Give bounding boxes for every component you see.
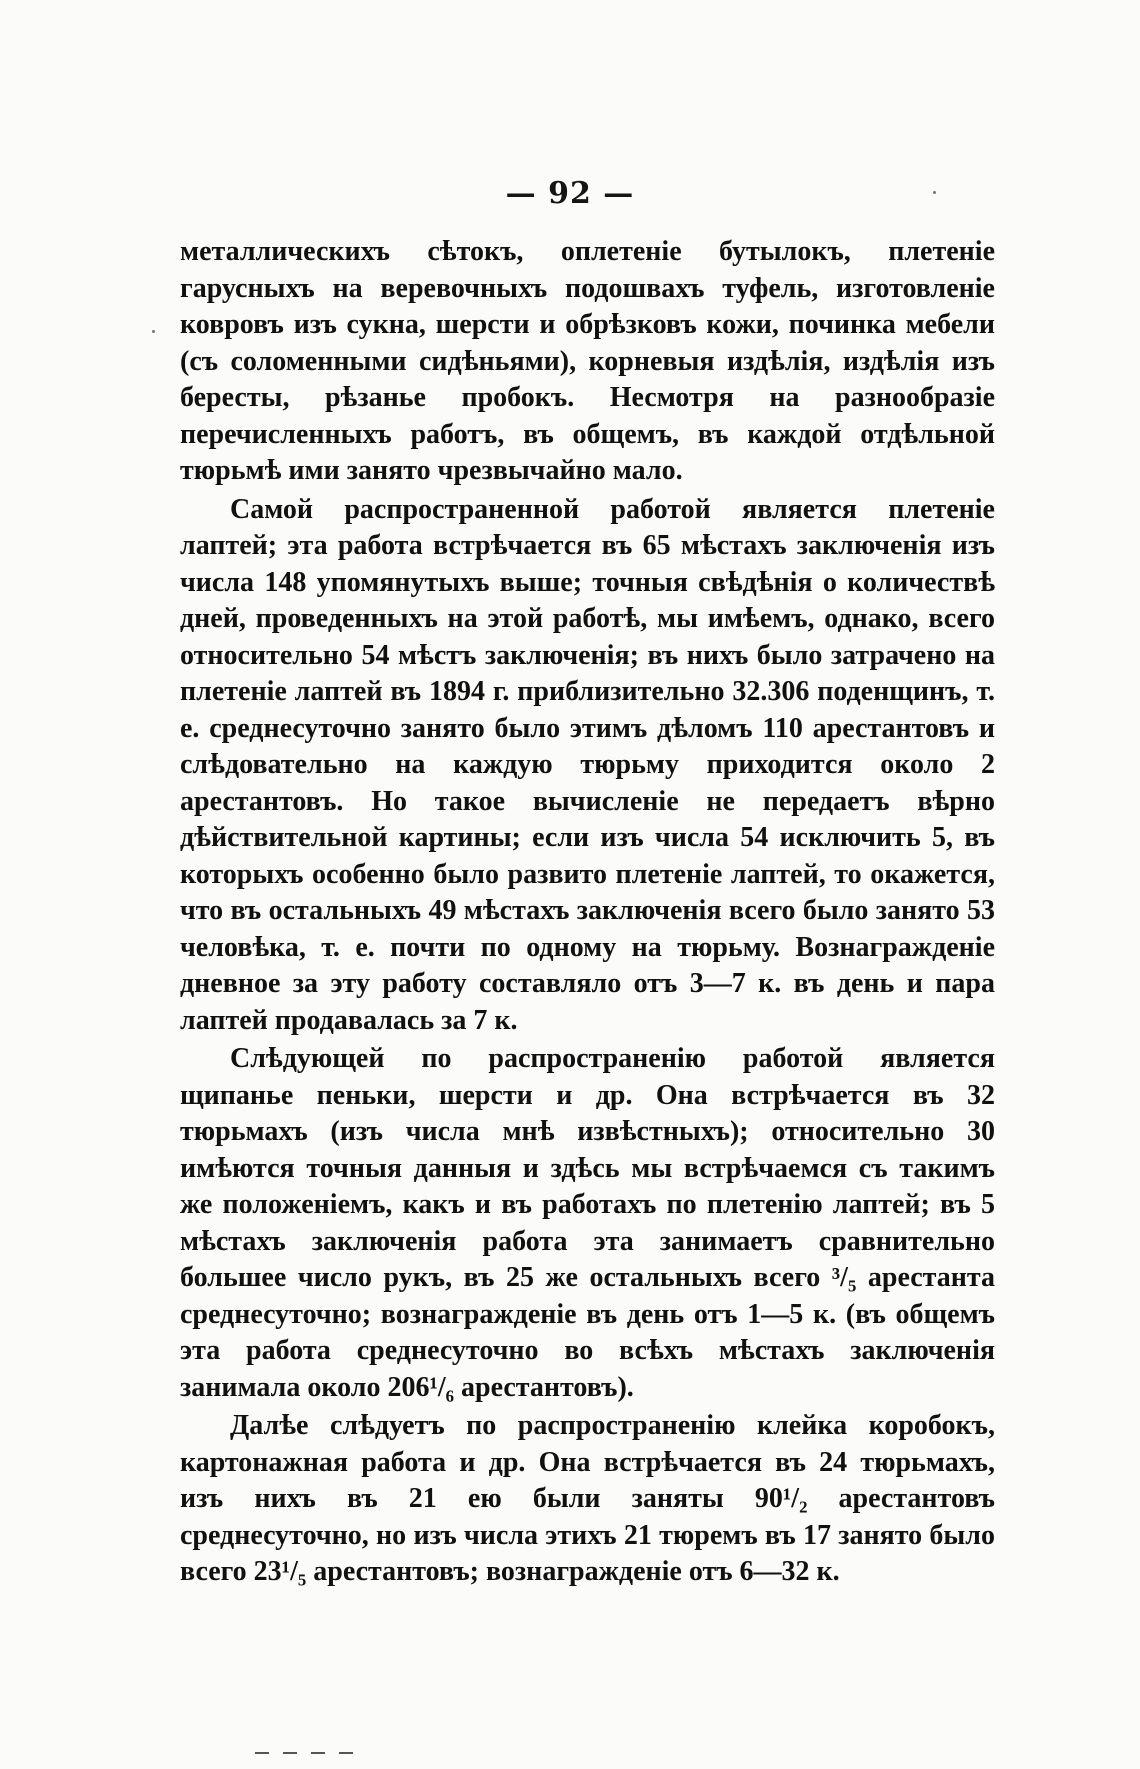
scan-speck [933, 191, 936, 194]
scan-mark [283, 1752, 297, 1754]
paragraph-hemp: Слѣдующей по распространенію работой является щипанье пеньки, шерсти и др. Она встрѣчается въ 32 тюрьмахъ (изъ числа мнѣ извѣстныхъ); относительно 30 имѣются точныя данныя и здѣсь мы встрѣчаемся съ такимъ же положеніемъ, какъ и въ работахъ по плетенію лаптей; въ 5 мѣстахъ заключенія работа эта занимаетъ сравнительно большее число рукъ, въ 25 же остальныхъ всего ³/₅ арестанта среднесуточно; вознагражденіе въ день отъ 1—5 к. (въ общемъ эта работа среднесуточно во всѣхъ мѣстахъ заключенія занимала около 206¹/₆ арестантовъ). [180, 1043, 995, 1403]
paragraph-continuation: металлическихъ сѣтокъ, оплетеніе бутылокъ, плетеніе гарусныхъ на веревочныхъ подошвахъ туфель, изготовленіе ковровъ изъ сукна, шерсти и обрѣзковъ кожи, починка мебели (съ соломенными сидѣньями), корневыя издѣлія, издѣлія изъ бересты, рѣзанье пробокъ. Несмотря на разнообразіе перечисленныхъ работъ, въ общемъ, въ каждой отдѣльной тюрьмѣ ими занято чрезвычайно мало. [180, 236, 995, 486]
scan-mark [255, 1752, 269, 1754]
body-text [180, 234, 995, 1593]
scan-edge-marks [255, 1752, 365, 1755]
page-number: — 92 — [505, 176, 635, 211]
scan-mark [311, 1752, 325, 1754]
paragraph-boxes: Далѣе слѣдуетъ по распространенію клейка коробокъ, картонажная работа и др. Она встрѣчается въ 24 тюрьмахъ, изъ нихъ въ 21 ею были заняты 90¹/₂ арестантовъ среднесуточно, но изъ числа этихъ 21 тюремъ въ 17 занято было всего 23¹/₅ арестантовъ; вознагражденіе отъ 6—32 к. [180, 1410, 995, 1587]
paragraph-lapti: Самой распространенной работой является плетеніе лаптей; эта работа встрѣчается въ 65 мѣстахъ заключенія изъ числа 148 упомянутыхъ выше; точныя свѣдѣнія о количествѣ дней, проведенныхъ на этой работѣ, мы имѣемъ, однако, всего относительно 54 мѣстъ заключенія; въ нихъ было затрачено на плетеніе лаптей въ 1894 г. приблизительно 32.306 поденщинъ, т. е. среднесуточно занято было этимъ дѣломъ 110 арестантовъ и слѣдовательно на каждую тюрьму приходится около 2 арестантовъ. Но такое вычисленіе не передаетъ вѣрно дѣйствительной картины; если изъ числа 54 исключить 5, въ которыхъ особенно было развито плетеніе лаптей, то окажется, что въ остальныхъ 49 мѣстахъ заключенія всего было занято 53 человѣка, т. е. почти по одному на тюрьму. Вознагражденіе дневное за эту работу составляло отъ 3—7 к. въ день и пара лаптей продавалась за 7 к. [180, 493, 995, 1036]
scan-mark [339, 1752, 353, 1754]
scan-speck [152, 330, 155, 333]
